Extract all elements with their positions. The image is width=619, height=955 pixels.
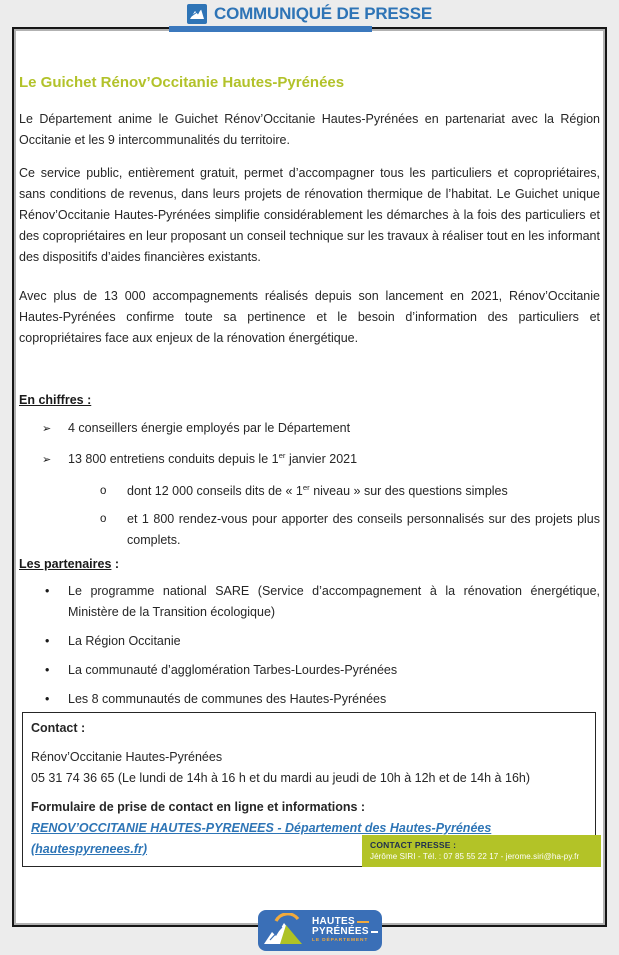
press-contact-details: Jérôme SIRI - Tél. : 07 85 55 22 17 - jerome.siri@ha-py.fr: [370, 852, 580, 861]
figures-item: [19, 418, 600, 439]
press-contact-heading: CONTACT PRESSE :: [370, 840, 457, 850]
partner-item: [19, 689, 600, 710]
document-frame: [12, 27, 607, 927]
contact-phone-hours: 05 31 74 36 65 (Le lundi de 14h à 16 h et du mardi au jeudi de 10h à 12h et de 14h à 16h): [31, 771, 531, 785]
partner-item-text: La Région Occitanie: [68, 634, 181, 648]
dot-bullet-icon: •: [45, 692, 50, 706]
dot-bullet-icon: •: [45, 634, 50, 648]
department-logo-icon: [187, 4, 207, 24]
document-content: [14, 73, 605, 867]
arrow-bullet-icon: ➢: [42, 453, 52, 466]
paragraph-intro: Le Département anime le Guichet Rénov’Occitanie Hautes-Pyrénées en partenariat avec la Région Occitanie et les 9 intercommunalités du territoire.: [19, 112, 600, 147]
figures-item-text: 4 conseillers énergie employés par le Département: [68, 421, 351, 435]
paragraph-service: Ce service public, entièrement gratuit, permet d’accompagner tous les particuliers et copropriétaires, sans conditions de revenus, dans leurs projets de rénovation thermique de l’habitat. Le Guichet unique Rénov’Occitanie Hautes-Pyrénées simplifie considérablement les démarches à la fois des particuliers et des copropriétaires en leur proposant un conseil technique sur les travaux à réaliser tout en les informant des dispositifs d’aides financières existants.: [19, 166, 600, 264]
mountains-icon: [262, 913, 310, 948]
logo-line3: LE DÉPARTEMENT: [312, 938, 369, 944]
contact-form-label: Formulaire de prise de contact en ligne et informations :: [31, 800, 366, 814]
document-title: Le Guichet Rénov’Occitanie Hautes-Pyrénées: [19, 74, 345, 91]
press-release-heading: COMMUNIQUÉ DE PRESSE: [214, 3, 432, 23]
partner-item-text: Les 8 communautés de communes des Hautes-Pyrénées: [68, 692, 387, 706]
circle-bullet-icon: o: [100, 513, 107, 525]
figures-heading: En chiffres :: [19, 393, 92, 407]
partner-item: [19, 660, 600, 681]
logo-dash-yellow: [357, 921, 369, 923]
contact-heading: Contact :: [31, 721, 86, 735]
figures-subitem-text: et 1 800 rendez-vous pour apporter des conseils personnalisés sur des projets plus complets.: [127, 512, 600, 547]
partner-item: [19, 581, 600, 623]
circle-bullet-icon: o: [100, 485, 107, 497]
masthead-underline-bar: [169, 26, 372, 32]
partner-item: [19, 631, 600, 652]
renov-occitanie-link[interactable]: RENOV’OCCITANIE HAUTES-PYRENEES - Département des Hautes-Pyrénées (hautespyrenees.fr): [31, 821, 492, 856]
partner-item-text: La communauté d’agglomération Tarbes-Lourdes-Pyrénées: [68, 663, 398, 677]
paragraph-bilan: Avec plus de 13 000 accompagnements réalisés depuis son lancement en 2021, Rénov’Occitanie Hautes-Pyrénées confirme toute sa pertinence et le besoin d’information des particuliers et copropriétaires face aux enjeux de la rénovation énergétique.: [19, 289, 600, 345]
logo-dash-white: [371, 931, 378, 933]
figures-subitem: o dont 12 000 conseils dits de « 1er niveau » sur des questions simples: [19, 481, 600, 502]
figures-item: ➢ 13 800 entretiens conduits depuis le 1er janvier 2021: [19, 449, 600, 470]
press-contact-box: [362, 835, 601, 867]
masthead: [0, 0, 619, 27]
partners-heading: Les partenaires :: [19, 557, 120, 571]
hautes-pyrenees-logo: [258, 910, 382, 951]
figures-subitem: [19, 509, 600, 551]
logo-line2: PYRÉNÉES: [312, 926, 369, 938]
logo-line1: HAUTES: [312, 916, 355, 928]
dot-bullet-icon: •: [45, 663, 50, 677]
figures-item-text: 13 800 entretiens conduits depuis le 1: [68, 452, 279, 466]
partner-item-text: Le programme national SARE (Service d’accompagnement à la rénovation énergétique, Ministère de la Transition écologique): [68, 584, 600, 619]
arrow-bullet-icon: ➢: [42, 422, 52, 435]
dot-bullet-icon: •: [45, 584, 50, 598]
figures-subitem-text: dont 12 000 conseils dits de « 1: [127, 484, 303, 498]
contact-name: Rénov’Occitanie Hautes-Pyrénées: [31, 750, 223, 764]
